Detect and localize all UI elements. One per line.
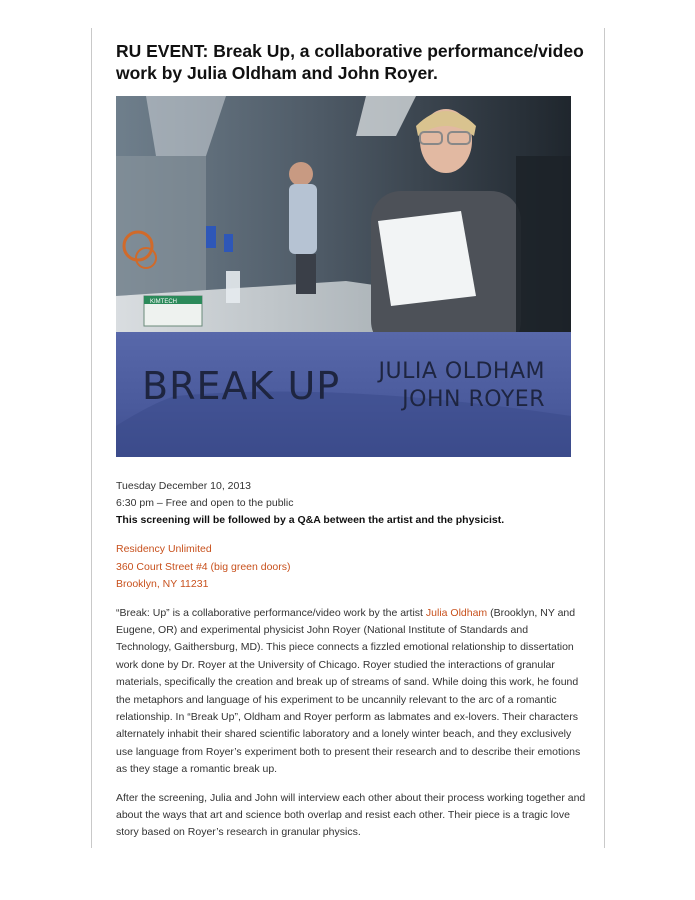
- venue-city[interactable]: Brooklyn, NY 11231: [116, 578, 209, 590]
- blue-clamp: [206, 226, 216, 248]
- kimtech-label: KIMTECH: [150, 299, 177, 305]
- description-intro: “Break: Up” is a collaborative performance/video work by the artist: [116, 606, 426, 619]
- right-border-line: [604, 28, 605, 848]
- description-paragraph-1: [116, 605, 586, 779]
- event-time: 6:30 pm – Free and open to the public: [116, 497, 294, 509]
- event-note: This screening will be followed by a Q&A between the artist and the physicist.: [116, 514, 505, 526]
- event-date: Tuesday December 10, 2013: [116, 480, 252, 492]
- hero-artist-name: JULIA OLDHAM: [378, 359, 545, 384]
- left-border-line: [91, 28, 92, 848]
- event-title: RU EVENT: Break Up, a collaborative performance/video work by Julia Oldham and John Royer.: [116, 41, 584, 83]
- description-body: (Brooklyn, NY and Eugene, OR) and experimental physicist John Royer (National Institute of Standards and Technology, Gaithersburg, MD). This piece connects a fizzled emotional relationship to dissertation work done by Dr. Royer at the University of Chicago. Royer studied the interactions of granular materials, specifically the creation and break up of streams of sand. While doing this work, he found the metaphors and language of his experiment to be uncannily relevant to the arc of a romantic relationship. In “Break Up”, Oldham and Royer perform as labmates and ex-lovers. Their characters alternately inhabit their shared scientific laboratory and a lonely winter beach, and they exclusively use language from Royer’s experiment both to present their research and to describe their emotions as they stage a romantic break up.: [116, 606, 581, 776]
- hero-image: [116, 96, 571, 457]
- venue-address[interactable]: [116, 541, 586, 594]
- man-head: [289, 162, 313, 186]
- venue-name[interactable]: Residency Unlimited: [116, 543, 212, 555]
- blue-clamp: [224, 234, 233, 252]
- man-pants: [296, 254, 316, 294]
- paper-sheet: [378, 211, 476, 306]
- hero-physicist-name: JOHN ROYER: [402, 387, 545, 412]
- hero-title-text: BREAK UP: [142, 364, 341, 408]
- man-shirt: [289, 184, 317, 254]
- lab-equipment-dark: [516, 156, 571, 356]
- venue-street[interactable]: 360 Court Street #4 (big green doors): [116, 560, 291, 573]
- lab-bottle: [226, 271, 240, 303]
- newsletter-body: [116, 40, 586, 842]
- artist-link[interactable]: Julia Oldham: [425, 606, 488, 619]
- lab-shelving: [116, 156, 206, 296]
- description-paragraph-2: After the screening, Julia and John will interview each other about their process working together and about the ways that art and science both overlap and resist each other. Their piece is a tragic love story based on Royer’s research in granular physics.: [116, 791, 586, 839]
- event-details: [116, 478, 586, 529]
- lab-scene-illustration: [116, 96, 571, 457]
